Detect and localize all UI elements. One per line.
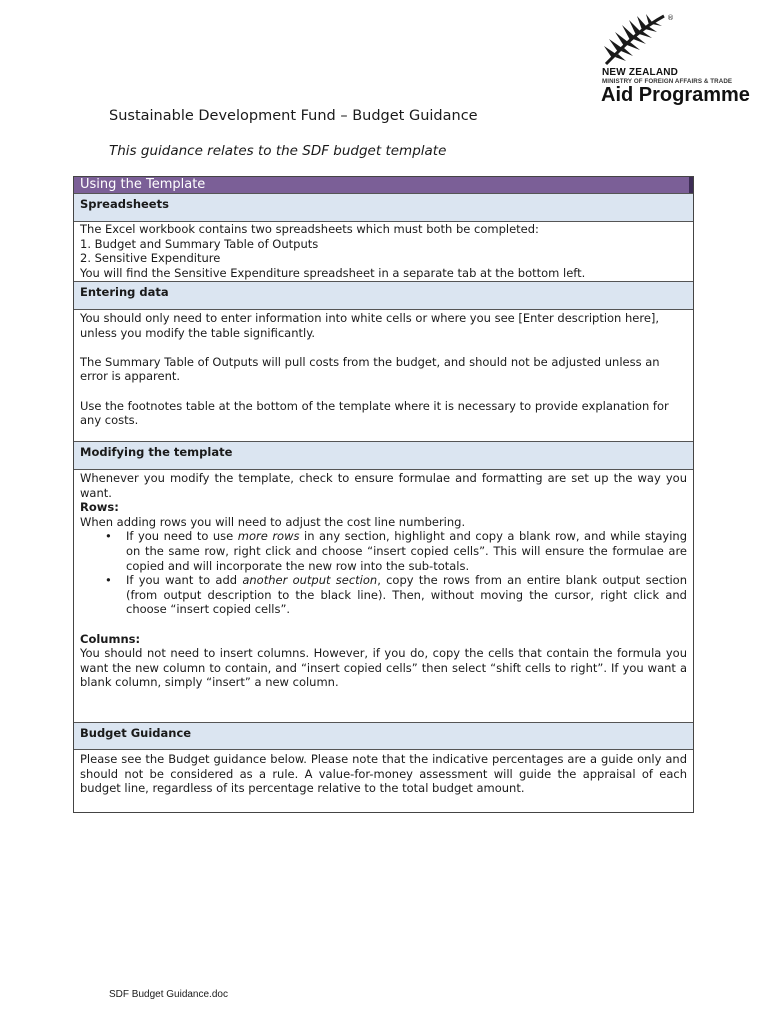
text-line: You will find the Sensitive Expenditure spreadsheet in a separate tab at the bottom left. xyxy=(80,265,586,280)
emphasis: more rows xyxy=(237,529,300,544)
section-body-entering-data xyxy=(74,309,693,441)
columns-label: Columns: xyxy=(80,631,141,646)
list-item xyxy=(126,573,687,617)
table-header: Using the Template xyxy=(74,177,693,193)
paragraph: You should only need to enter information into white cells or where you see [Enter description here], unless you modify the table significantly. xyxy=(80,311,660,340)
text-line: 1. Budget and Summary Table of Outputs xyxy=(80,236,319,251)
registered-mark: ® xyxy=(667,14,674,22)
text: If you want to add xyxy=(126,573,243,588)
aid-programme-logo xyxy=(598,12,758,108)
section-body-budget-guidance: Please see the Budget guidance below. Please note that the indicative percentages are a guide only and should not be considered as a rule. A value-for-money assessment will guide the appraisal of each budget line, regardless of its percentage relative to the total budget amount. xyxy=(74,749,693,812)
text: , copy the rows from an entire blank output section (from output description to the black line). Then, without moving the cursor, right click and choose “insert copied cells”. xyxy=(126,573,688,617)
guidance-table xyxy=(73,176,694,813)
list-item xyxy=(126,529,687,573)
rows-label: Rows: xyxy=(80,500,119,515)
paragraph: Whenever you modify the template, check to ensure formulae and formatting are set up the way you want. xyxy=(80,471,687,500)
emphasis: another output section xyxy=(242,573,378,588)
section-body-modifying-template xyxy=(74,469,693,722)
page-footer: SDF Budget Guidance.doc xyxy=(109,989,228,1000)
fern-icon xyxy=(602,12,668,66)
section-heading-budget-guidance: Budget Guidance xyxy=(74,722,693,749)
logo-ministry: MINISTRY OF FOREIGN AFFAIRS & TRADE xyxy=(602,78,733,85)
paragraph: The Summary Table of Outputs will pull costs from the budget, and should not be adjusted unless an error is apparent. xyxy=(80,354,660,384)
rows-bullet-list xyxy=(80,529,687,617)
section-body-spreadsheets xyxy=(74,221,693,281)
section-heading-entering-data: Entering data xyxy=(74,281,693,309)
text: If you need to use xyxy=(126,529,238,544)
paragraph: Use the footnotes table at the bottom of the template where it is necessary to provide explanation for any costs. xyxy=(80,398,669,428)
text-line: The Excel workbook contains two spreadsheets which must both be completed: xyxy=(80,222,539,236)
section-heading-modifying-template: Modifying the template xyxy=(74,441,693,469)
logo-country: NEW ZEALAND xyxy=(602,67,679,78)
paragraph: When adding rows you will need to adjust the cost line numbering. xyxy=(80,514,466,529)
section-heading-spreadsheets: Spreadsheets xyxy=(74,193,693,221)
paragraph: You should not need to insert columns. However, if you do, copy the cells that contain the formula you want the new column to contain, and “insert copied cells” then select “shift cells to right”. If you want a blank column, simply “insert” a new column. xyxy=(80,646,687,690)
document-subtitle: This guidance relates to the SDF budget template xyxy=(109,143,447,159)
logo-programme: Aid Programme xyxy=(601,84,750,106)
document-title: Sustainable Development Fund – Budget Guidance xyxy=(109,108,478,124)
text-line: 2. Sensitive Expenditure xyxy=(80,251,221,266)
text: in any section, highlight and copy a blank row, and while staying on the same row, right click and choose “insert copied cells”. This will ensure the formulae are copied and will incorporate the new row into the sub-totals. xyxy=(126,529,687,573)
